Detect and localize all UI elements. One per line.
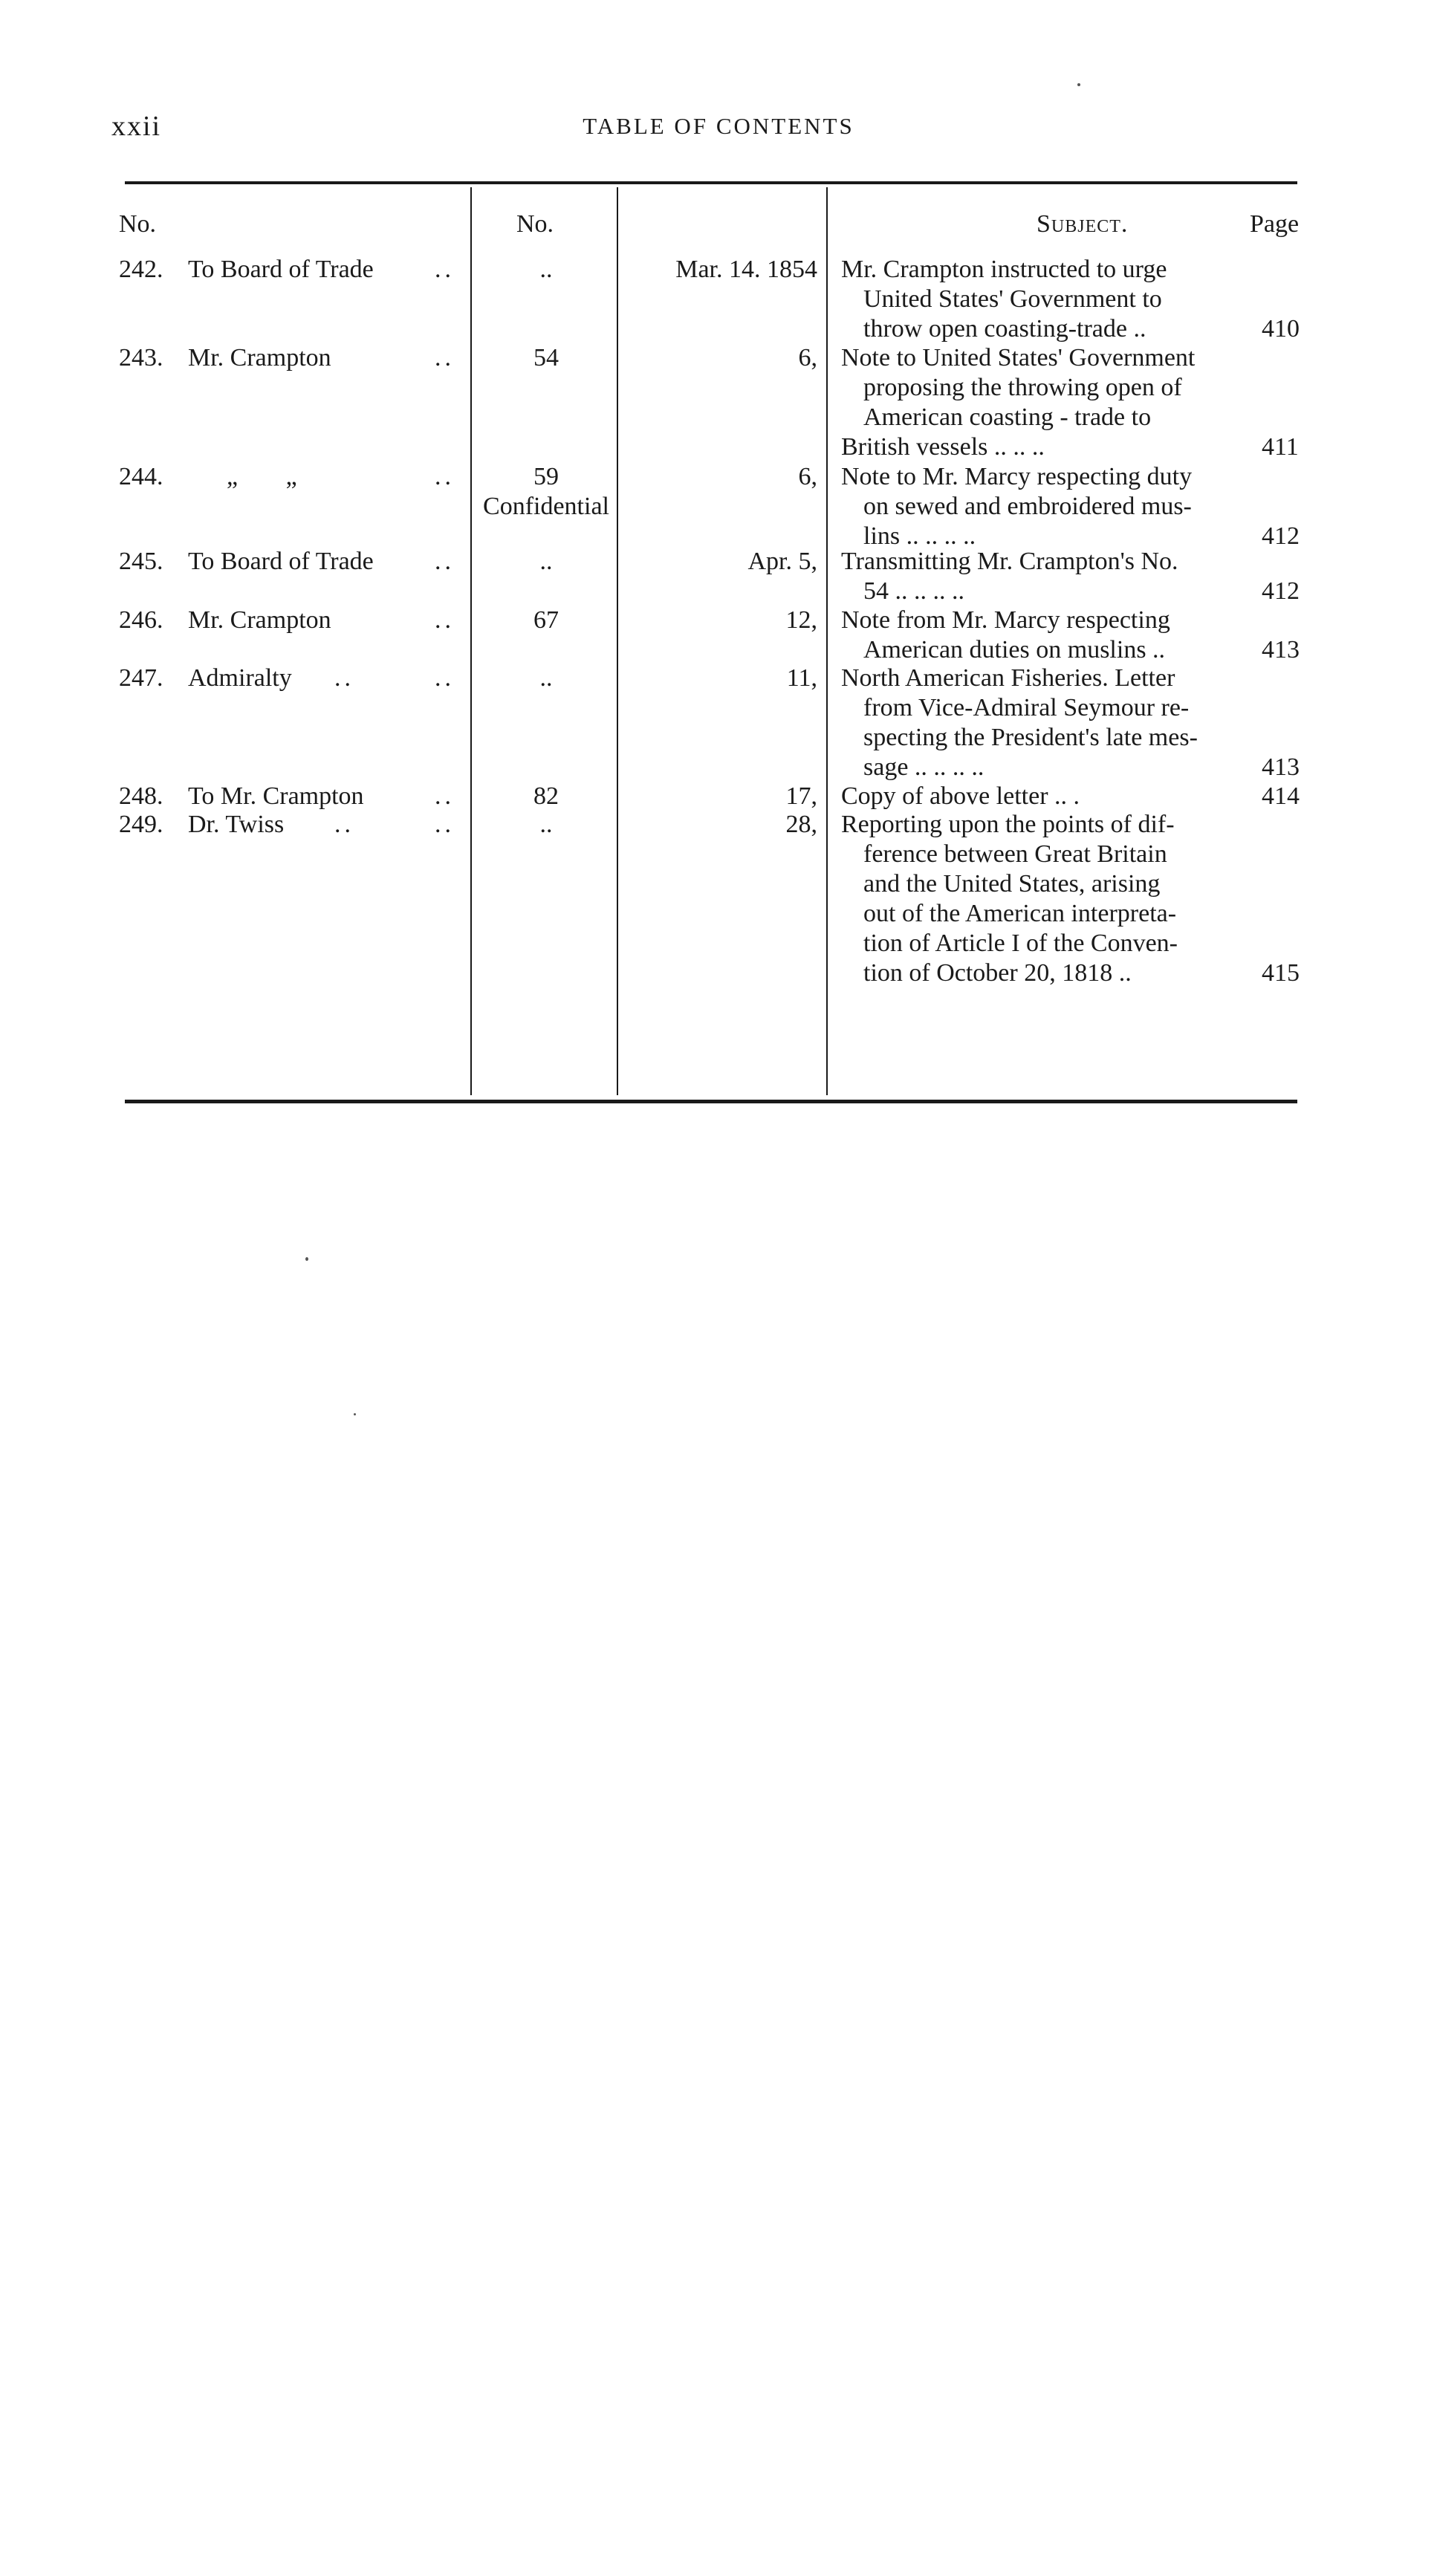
despatch-number: .. bbox=[539, 256, 553, 283]
entry-date: 12, bbox=[785, 606, 817, 634]
scan-speck bbox=[305, 1257, 308, 1261]
entry-number: 244. bbox=[119, 463, 163, 490]
subject-line: British vessels .. .. .. bbox=[841, 433, 1045, 461]
subject-line: Note from Mr. Marcy respecting bbox=[841, 606, 1170, 634]
despatch-number: .. bbox=[539, 664, 553, 692]
subject-line: North American Fisheries. Letter bbox=[841, 664, 1175, 692]
page-reference: 412 bbox=[1262, 577, 1300, 605]
subject-line: Copy of above letter .. . bbox=[841, 782, 1080, 810]
despatch-number: 82 bbox=[533, 782, 559, 810]
running-title: TABLE OF CONTENTS bbox=[583, 113, 854, 139]
column-divider bbox=[617, 187, 618, 1095]
despatch-number: .. bbox=[539, 548, 553, 575]
subject-line: throw open coasting-trade .. bbox=[863, 315, 1146, 343]
subject-line: on sewed and embroidered mus- bbox=[863, 493, 1192, 520]
subject-line: 54 .. .. .. .. bbox=[863, 577, 964, 605]
entry-subject bbox=[841, 782, 1257, 811]
leader-dots: .. bbox=[435, 782, 455, 810]
despatch-note: Confidential bbox=[483, 493, 609, 520]
entry-subject bbox=[841, 664, 1257, 782]
subject-line: Reporting upon the points of dif- bbox=[841, 811, 1175, 838]
column-header-number: No. bbox=[119, 210, 157, 238]
entry-title: Admiralty bbox=[188, 664, 292, 692]
page-reference: 414 bbox=[1262, 782, 1300, 810]
subject-line: from Vice-Admiral Seymour re- bbox=[863, 694, 1190, 721]
subject-line: Mr. Crampton instructed to urge bbox=[841, 256, 1167, 283]
entry-number: 246. bbox=[119, 606, 163, 634]
entry-number: 242. bbox=[119, 256, 163, 283]
page-reference: 410 bbox=[1262, 315, 1300, 343]
column-header-despatch-number: No. bbox=[516, 210, 554, 238]
entry-title: Mr. Crampton bbox=[188, 344, 331, 372]
column-divider bbox=[826, 187, 828, 1095]
page-reference: 415 bbox=[1262, 959, 1300, 987]
subject-line: out of the American interpreta- bbox=[863, 900, 1177, 927]
entry-number: 247. bbox=[119, 664, 163, 692]
column-header-page: Page bbox=[1250, 210, 1300, 238]
entry-date: Apr. 5, bbox=[747, 548, 817, 575]
subject-line: United States' Government to bbox=[863, 285, 1162, 313]
subject-line: tion of Article I of the Conven- bbox=[863, 929, 1178, 957]
page-reference: 411 bbox=[1262, 433, 1299, 461]
table-bottom-rule bbox=[125, 1100, 1297, 1103]
table-top-rule bbox=[125, 181, 1297, 184]
leader-dots: .. bbox=[334, 811, 354, 838]
subject-line: Note to United States' Government bbox=[841, 344, 1196, 372]
page-number: xxii bbox=[111, 111, 162, 142]
subject-line: proposing the throwing open of bbox=[863, 374, 1182, 401]
despatch-number: .. bbox=[539, 811, 553, 838]
subject-line: Note to Mr. Marcy respecting duty bbox=[841, 463, 1193, 490]
entry-number: 248. bbox=[119, 782, 163, 810]
subject-line: sage .. .. .. .. bbox=[863, 753, 985, 781]
entry-date: 28, bbox=[785, 811, 817, 838]
page-reference: 413 bbox=[1262, 753, 1300, 781]
leader-dots: .. bbox=[435, 606, 455, 634]
leader-dots: .. bbox=[435, 811, 455, 838]
entry-date: 6, bbox=[798, 344, 817, 372]
entry-date: 11, bbox=[786, 664, 817, 692]
entry-title: Dr. Twiss bbox=[188, 811, 285, 838]
entry-date: 6, bbox=[798, 463, 817, 490]
subject-line: and the United States, arising bbox=[863, 870, 1161, 898]
leader-dots: .. bbox=[435, 344, 455, 372]
subject-line: lins .. .. .. .. bbox=[863, 522, 976, 550]
page-reference: 413 bbox=[1262, 636, 1300, 664]
despatch-number: 59 bbox=[533, 463, 559, 490]
entry-title: To Board of Trade bbox=[188, 548, 374, 575]
leader-dots: .. bbox=[435, 664, 455, 692]
leader-dots: .. bbox=[435, 463, 455, 490]
entry-subject bbox=[841, 255, 1257, 344]
scan-speck bbox=[354, 1413, 356, 1415]
entry-date: Mar. 14. 1854 bbox=[675, 256, 817, 283]
subject-line: tion of October 20, 1818 .. bbox=[863, 959, 1132, 987]
column-header-subject: Subject. bbox=[1037, 210, 1129, 238]
entry-number: 243. bbox=[119, 344, 163, 372]
despatch-number: 54 bbox=[533, 344, 559, 372]
subject-line: ference between Great Britain bbox=[863, 840, 1167, 868]
entry-date: 17, bbox=[785, 782, 817, 810]
leader-dots: .. bbox=[435, 548, 455, 575]
subject-line: American coasting - trade to bbox=[863, 403, 1152, 431]
ditto-marks: „ „ bbox=[227, 463, 318, 490]
subject-line: specting the President's late mes- bbox=[863, 724, 1198, 751]
subject-line: Transmitting Mr. Crampton's No. bbox=[841, 548, 1178, 575]
scan-speck bbox=[1077, 83, 1080, 86]
despatch-number: 67 bbox=[533, 606, 559, 634]
entry-subject bbox=[841, 343, 1257, 462]
leader-dots: .. bbox=[435, 256, 455, 283]
entry-number: 249. bbox=[119, 811, 163, 838]
column-divider bbox=[470, 187, 472, 1095]
leader-dots: .. bbox=[334, 664, 354, 692]
entry-title: Mr. Crampton bbox=[188, 606, 331, 634]
subject-line: American duties on muslins .. bbox=[863, 636, 1166, 664]
entry-subject bbox=[841, 462, 1257, 551]
entry-number: 245. bbox=[119, 548, 163, 575]
entry-subject bbox=[841, 547, 1257, 606]
entry-title: To Mr. Crampton bbox=[188, 782, 364, 810]
page-reference: 412 bbox=[1262, 522, 1300, 550]
entry-title: To Board of Trade bbox=[188, 256, 374, 283]
entry-subject bbox=[841, 810, 1257, 988]
entry-subject bbox=[841, 606, 1257, 665]
